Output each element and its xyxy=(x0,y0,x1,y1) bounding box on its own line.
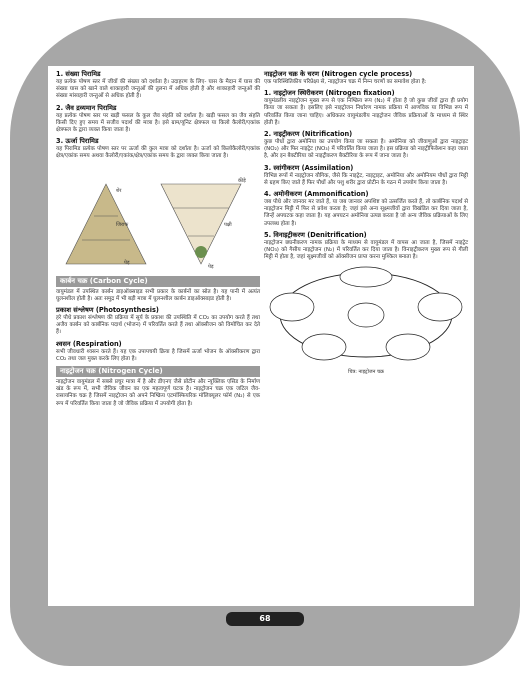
section-text-energy-pyramid: यह पिरामिड प्रत्येक पोषण स्तर पर ऊर्जा की कुल मात्रा को दर्शाता है। ऊर्जा को किलोकैलोरी/एकांक क्षेत्र/एकांक समय अथवा कैलोरी/एकांक/क्षेत्र/एकांक समय के द्वारा व्यक्त किया जाता है। xyxy=(56,146,260,160)
label-lion: शेर xyxy=(116,187,122,194)
carbon-intro-text: वायुमंडल में उपस्थित कार्बन डाइऑक्साइड सभी प्रकार के कार्बनों का स्रोत है। यह पानी में अत्यंत घुलनशील होती है। अतः समुद्र में भी बड़ी मात्रा में घुलनशील कार्बन डाइऑक्साइड होती है। xyxy=(56,288,260,302)
tree-icon xyxy=(195,246,207,258)
step-text-ammonification: जब पौधे और जानवर मर जाते हैं, या जब जानवर अपशिष्ट को उत्सर्जित करते हैं, तो कार्बनिक पदार्थ से नाइट्रोजन मिट्टी में फिर से प्रवेश करता है; जहां इसे अन्य सूक्ष्मजीवों द्वारा विखंडित कर दिया जाता है, जिन्हें अपघटक कहा जाता है। यह अपघटन अमोनिया उत्पन्न करता है जो अन्य जैविक प्रक्रियाओं के लिए उपलब्ध होता है। xyxy=(264,199,468,227)
left-column xyxy=(56,70,260,411)
cycle-node xyxy=(270,293,314,321)
photosynthesis-text: हरे पौधे प्रकाश संश्लेषण की प्रक्रिया में सूर्य के प्रकाश की उपस्थिति में CO₂ का उपयोग करते हैं तथा अजैव कार्बन को कार्बनिक पदार्थ (भोजन) में परिवर्तित करते हैं तथा ऑक्सीजन को विमोचित कर देते हैं। xyxy=(56,315,260,336)
section-title-biomass-pyramid: 2. जैव द्रव्यमान पिरामिड xyxy=(56,103,117,112)
cycle-node xyxy=(418,293,462,321)
pyramid-illustration xyxy=(56,164,260,272)
nitrogen-cycle-heading: नाइट्रोजन चक्र (Nitrogen Cycle) xyxy=(56,366,260,377)
document-page xyxy=(48,66,474,606)
step-text-denitrification: नाइट्रोजन छ्यनीकरण नामक प्रक्रिया के माध्यम से वायुमंडल में वापस आ जाता है, जिसमें नाइट्रेट (NO₃) को गैसीय नाइट्रोजन (N₂) में परिवर्तित कर दिया जाता है। विनाइट्रीकरण मुख्य रूप से गीली मिट्टी में होता है, जहां सूक्ष्मजीवों को ऑक्सीजन प्राप्त करना मुश्किल बनाता है। xyxy=(264,239,468,261)
nitrogen-process-title: नाइट्रोजन चक्र के चरण (Nitrogen cycle process) xyxy=(264,70,413,78)
pyramid-figure xyxy=(56,164,260,272)
respiration-text: सभी जीवधारी श्वसन करते हैं। यह एक उपापचयी क्रिया है जिसमें ऊर्जा भोजन के ऑक्सीकरण द्वारा CO₂ तथा जल मुक्त करके लिए होता है। xyxy=(56,348,260,362)
step-title-ammonification: 4. अमोनीकरण (Ammonification) xyxy=(264,190,369,199)
photosynthesis-title: प्रकाश संश्लेषण (Photosynthesis) xyxy=(56,306,159,315)
cycle-node xyxy=(348,303,384,327)
respiration-title: श्वसन (Respiration) xyxy=(56,339,122,348)
nitrogen-process-intro: एक पारिस्थितिकीय परिप्रेक्ष्य से, नाइट्रोजन चक्र में निम्न चरणों का समावेश होता है: xyxy=(264,79,427,85)
cycle-node xyxy=(386,334,430,360)
step-text-fixation: वायुमंडलीय नाइट्रोजन मुख्य रूप से एक निष्क्रिय रूप (N₂) में होता है जो कुछ जीवों द्वारा ही प्रयोग किया जा सकता है। इसलिए इसे नाइट्रोजन निर्धारण नामक प्रक्रिया में आणविक या विभिन्न रूप में परिवर्तित किया जाना चाहिए। अधिकतर वायुमंडलीय नाइट्रोजन जैविक प्रक्रियाओं के माध्यम से स्थिर होती है। xyxy=(264,98,468,126)
cycle-node xyxy=(302,334,346,360)
step-text-assimilation: विभिन्न रूपों में नाइट्रोजन यौगिक, जैसे कि नाइट्रेट, नाइट्राइट, अमोनिया और अमोनियम पौधों द्वारा मिट्टी से ग्रहण किए जाते हैं फिर पौधों और पशु शरीर द्वारा प्रोटीन के गठन में उपयोग किया जाता है। xyxy=(264,172,468,186)
step-text-nitrification: कुछ पौधों द्वारा अमोनिया का उपयोग किया जा सकता है। अमोनिया को जीवाणुओं द्वारा नाइट्राइट (NO₂) और फिर नाइट्रेट (NO₃) में परिवर्तित किया जाता है। इस प्रक्रिया को नाइट्रीफिकेशन कहा जाता है, और इन बैक्टीरिया को नाइट्रीकरण बैक्टीरिया के रूप में जाना जाता है। xyxy=(264,139,468,160)
label-giraffe: जिराफ xyxy=(116,221,129,228)
carbon-cycle-heading: कार्बन चक्र (Carbon Cycle) xyxy=(56,276,260,287)
section-text-biomass-pyramid: यह प्रत्येक पोषण स्तर पर खड़ी फसल के कुल जैव संहति को दर्शाता है। खड़ी फसल का जैव संहति किसी दिए हुए समय में सजीव पदार्थ की मात्रा है। इसे ग्राम/यूनिट क्षेत्रफल या किलो कैलोरी/एकांक क्षेत्रफल के द्वारा व्यक्त किया जाता है। xyxy=(56,112,260,134)
cycle-node xyxy=(340,267,392,287)
step-title-fixation: 1. नाइट्रोजन स्थिरीकरण (Nitrogen fixation) xyxy=(264,89,395,98)
section-title-energy-pyramid: 3. ऊर्जा पिरामिड xyxy=(56,137,99,146)
step-title-denitrification: 5. विनाइट्रीकरण (Denitrification) xyxy=(264,230,367,239)
upright-pyramid xyxy=(66,184,146,264)
diagram-caption: चित्र: नाइट्रोजन चक्र xyxy=(348,369,384,376)
label-insects: कीड़े xyxy=(238,177,246,184)
nitrogen-cycle-illustration xyxy=(264,265,468,365)
nitrogen-cycle-text: नाइट्रोजन वायुमंडल में सबसे प्रचुर मात्रा में है और डीएनए जैसे प्रोटीन और न्यूक्लिक एसिड के निर्माण खंड के रूप में, सभी जैविक जीवन का एक महत्वपूर्ण घटक है। नाइट्रोजन चक्र एक जटिल जैव-रासायनिक चक्र है जिसमें नाइट्रोजन को अपने निष्क्रिय एटमॉस्फियरिक मॉलिक्यूलर फॉर्म (N₂) से एक रूप में परिवर्तित किया जाता है जो जैविक प्रक्रिया में उपयोगी होता है। xyxy=(56,379,260,407)
section-title-number-pyramid: 1. संख्या पिरामिड xyxy=(56,70,101,78)
label-tree-right: पेड़ xyxy=(208,263,214,270)
step-title-nitrification: 2. नाइट्रीकरण (Nitrification) xyxy=(264,130,353,139)
label-tree-left: पेड़ xyxy=(124,259,130,266)
page-number: 68 xyxy=(226,612,304,626)
nitrogen-cycle-diagram xyxy=(264,265,468,375)
step-title-assimilation: 3. स्वांगीकरण (Assimilation) xyxy=(264,163,354,172)
label-birds: पक्षी xyxy=(224,221,232,228)
right-column xyxy=(264,70,468,375)
section-text-number-pyramid: यह प्रत्येक पोषण स्तर में जीवों की संख्या को दर्शाता है। उदाहरण के लिए- घास के मैदान में घास की संख्या घास को खाने वाले शाकाहारी जन्तुओं की तुलना में अधिक होती है और शाकाहारी जन्तुओं की संख्या मांसाहारी जन्तुओं से अधिक होती है। xyxy=(56,79,260,100)
